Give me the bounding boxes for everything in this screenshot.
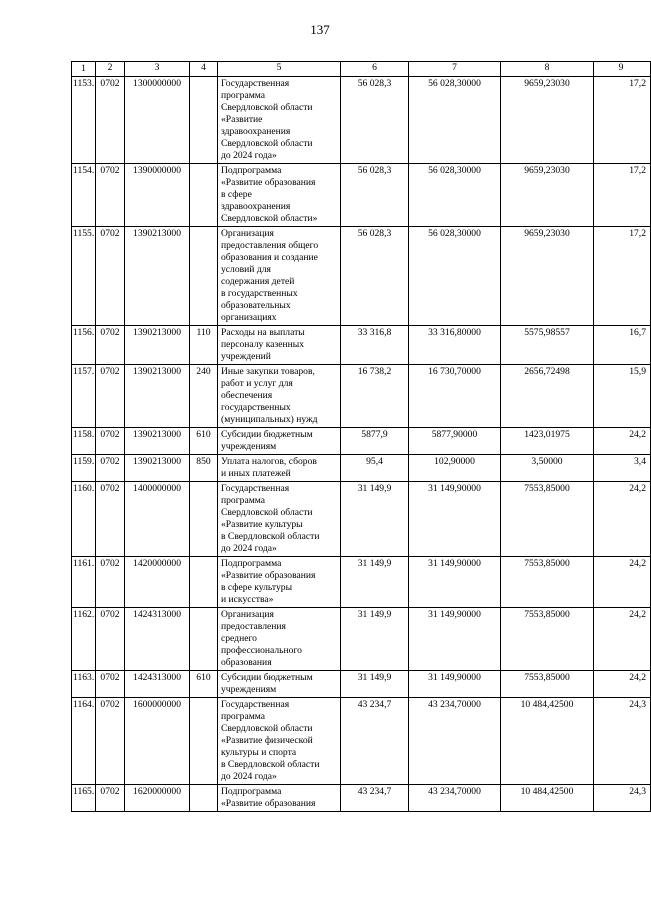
table-row xyxy=(72,365,651,428)
item-name-line: в Свердловской области xyxy=(221,759,320,770)
section-code-cell: 0702 xyxy=(96,77,125,164)
percent-cell: 24,2 xyxy=(594,428,651,455)
item-name-line: «Развитие xyxy=(221,114,263,125)
column-header-7: 7 xyxy=(409,62,501,77)
column-header-5: 5 xyxy=(218,62,341,77)
expense-kind-cell xyxy=(190,608,218,671)
item-name-line: до 2024 года» xyxy=(221,543,277,554)
expense-kind-cell xyxy=(190,77,218,164)
percent-cell: 3,4 xyxy=(594,455,651,482)
column-header-6: 6 xyxy=(341,62,409,77)
item-name-cell xyxy=(218,671,341,698)
item-name-line: учреждениям xyxy=(221,684,277,695)
expense-kind-cell: 610 xyxy=(190,671,218,698)
item-name-line: Свердловской области xyxy=(221,138,313,149)
target-article-cell: 1390213000 xyxy=(125,365,190,428)
approved-amount-cell: 56 028,3 xyxy=(341,164,409,227)
item-name-line: здравоохранения xyxy=(221,201,291,212)
item-name-line: работ и услуг для xyxy=(221,378,293,389)
table-row xyxy=(72,455,651,482)
header-row xyxy=(72,62,651,77)
executed-amount-cell: 1423,01975 xyxy=(501,428,594,455)
column-header-4: 4 xyxy=(190,62,218,77)
executed-amount-cell: 7553,85000 xyxy=(501,557,594,608)
table-row xyxy=(72,608,651,671)
percent-cell: 17,2 xyxy=(594,227,651,326)
expense-kind-cell: 110 xyxy=(190,326,218,365)
approved-amount-cell: 31 149,9 xyxy=(341,608,409,671)
approved-amount-cell: 31 149,9 xyxy=(341,482,409,557)
executed-amount-cell: 10 484,42500 xyxy=(501,785,594,812)
expense-kind-cell xyxy=(190,482,218,557)
refined-amount-cell: 56 028,30000 xyxy=(409,227,501,326)
section-code-cell: 0702 xyxy=(96,482,125,557)
table-row xyxy=(72,671,651,698)
item-name-line: культуры и спорта xyxy=(221,747,297,758)
table-row xyxy=(72,698,651,785)
row-number-cell: 1157. xyxy=(72,365,96,428)
item-name-line: Иные закупки товаров, xyxy=(221,366,315,377)
approved-amount-cell: 16 738,2 xyxy=(341,365,409,428)
item-name-line: учреждениям xyxy=(221,441,277,452)
table-row xyxy=(72,77,651,164)
percent-cell: 24,2 xyxy=(594,671,651,698)
item-name-line: Государственная xyxy=(221,699,290,710)
item-name-line: и иных платежей xyxy=(221,468,291,479)
refined-amount-cell: 43 234,70000 xyxy=(409,698,501,785)
executed-amount-cell: 3,50000 xyxy=(501,455,594,482)
target-article-cell: 1390000000 xyxy=(125,164,190,227)
item-name-line: программа xyxy=(221,495,266,506)
target-article-cell: 1400000000 xyxy=(125,482,190,557)
row-number-cell: 1162. xyxy=(72,608,96,671)
item-name-line: в государственных xyxy=(221,288,298,299)
target-article-cell: 1390213000 xyxy=(125,227,190,326)
target-article-cell: 1420000000 xyxy=(125,557,190,608)
row-number-cell: 1156. xyxy=(72,326,96,365)
item-name-line: Свердловской области xyxy=(221,102,313,113)
percent-cell: 17,2 xyxy=(594,77,651,164)
item-name-cell xyxy=(218,455,341,482)
refined-amount-cell: 5877,90000 xyxy=(409,428,501,455)
item-name-line: до 2024 года» xyxy=(221,150,277,161)
expense-kind-cell xyxy=(190,557,218,608)
section-code-cell: 0702 xyxy=(96,785,125,812)
refined-amount-cell: 56 028,30000 xyxy=(409,77,501,164)
percent-cell: 16,7 xyxy=(594,326,651,365)
section-code-cell: 0702 xyxy=(96,608,125,671)
target-article-cell: 1424313000 xyxy=(125,608,190,671)
budget-table xyxy=(71,61,651,812)
row-number-cell: 1153. xyxy=(72,77,96,164)
item-name-line: Организация xyxy=(221,609,274,620)
approved-amount-cell: 95,4 xyxy=(341,455,409,482)
executed-amount-cell: 9659,23030 xyxy=(501,77,594,164)
approved-amount-cell: 43 234,7 xyxy=(341,698,409,785)
item-name-line: программа xyxy=(221,711,266,722)
refined-amount-cell: 102,90000 xyxy=(409,455,501,482)
table-row xyxy=(72,227,651,326)
item-name-line: образования и создание xyxy=(221,252,318,263)
executed-amount-cell: 9659,23030 xyxy=(501,227,594,326)
item-name-line: персоналу казенных xyxy=(221,339,305,350)
table-row xyxy=(72,428,651,455)
item-name-cell xyxy=(218,698,341,785)
item-name-line: предоставления общего xyxy=(221,240,319,251)
item-name-cell xyxy=(218,365,341,428)
table-row xyxy=(72,482,651,557)
item-name-cell xyxy=(218,227,341,326)
approved-amount-cell: 56 028,3 xyxy=(341,227,409,326)
item-name-line: образования xyxy=(221,657,272,668)
item-name-line: содержания детей xyxy=(221,276,295,287)
executed-amount-cell: 10 484,42500 xyxy=(501,698,594,785)
column-header-2: 2 xyxy=(96,62,125,77)
expense-kind-cell: 610 xyxy=(190,428,218,455)
target-article-cell: 1620000000 xyxy=(125,785,190,812)
approved-amount-cell: 31 149,9 xyxy=(341,671,409,698)
percent-cell: 24,2 xyxy=(594,608,651,671)
refined-amount-cell: 56 028,30000 xyxy=(409,164,501,227)
target-article-cell: 1390213000 xyxy=(125,455,190,482)
section-code-cell: 0702 xyxy=(96,428,125,455)
item-name-line: (муниципальных) нужд xyxy=(221,414,318,425)
table-row xyxy=(72,164,651,227)
item-name-line: Уплата налогов, сборов xyxy=(221,456,317,467)
item-name-line: профессионального xyxy=(221,645,302,656)
expense-kind-cell xyxy=(190,227,218,326)
refined-amount-cell: 16 730,70000 xyxy=(409,365,501,428)
item-name-cell xyxy=(218,557,341,608)
item-name-line: Подпрограмма xyxy=(221,786,282,797)
executed-amount-cell: 9659,23030 xyxy=(501,164,594,227)
table-row xyxy=(72,326,651,365)
item-name-line: «Развитие образования xyxy=(221,798,316,809)
percent-cell: 17,2 xyxy=(594,164,651,227)
item-name-line: до 2024 года» xyxy=(221,771,277,782)
item-name-line: государственных xyxy=(221,402,291,413)
item-name-cell xyxy=(218,428,341,455)
section-code-cell: 0702 xyxy=(96,557,125,608)
section-code-cell: 0702 xyxy=(96,671,125,698)
section-code-cell: 0702 xyxy=(96,164,125,227)
percent-cell: 24,2 xyxy=(594,557,651,608)
section-code-cell: 0702 xyxy=(96,326,125,365)
item-name-line: среднего xyxy=(221,633,257,644)
item-name-line: Субсидии бюджетным xyxy=(221,672,313,683)
expense-kind-cell xyxy=(190,785,218,812)
item-name-line: Государственная xyxy=(221,483,290,494)
percent-cell: 24,3 xyxy=(594,785,651,812)
item-name-line: Свердловской области xyxy=(221,507,313,518)
item-name-cell xyxy=(218,608,341,671)
percent-cell: 15,9 xyxy=(594,365,651,428)
expense-kind-cell: 240 xyxy=(190,365,218,428)
item-name-line: Субсидии бюджетным xyxy=(221,429,313,440)
item-name-line: «Развитие образования xyxy=(221,177,316,188)
refined-amount-cell: 43 234,70000 xyxy=(409,785,501,812)
approved-amount-cell: 31 149,9 xyxy=(341,557,409,608)
approved-amount-cell: 5877,9 xyxy=(341,428,409,455)
row-number-cell: 1163. xyxy=(72,671,96,698)
expense-kind-cell: 850 xyxy=(190,455,218,482)
row-number-cell: 1155. xyxy=(72,227,96,326)
item-name-line: предоставления xyxy=(221,621,286,632)
refined-amount-cell: 31 149,90000 xyxy=(409,482,501,557)
approved-amount-cell: 43 234,7 xyxy=(341,785,409,812)
item-name-line: в сфере xyxy=(221,189,252,200)
refined-amount-cell: 33 316,80000 xyxy=(409,326,501,365)
item-name-cell xyxy=(218,164,341,227)
section-code-cell: 0702 xyxy=(96,455,125,482)
item-name-line: организациях xyxy=(221,312,277,323)
item-name-line: Расходы на выплаты xyxy=(221,327,305,338)
target-article-cell: 1390213000 xyxy=(125,428,190,455)
row-number-cell: 1161. xyxy=(72,557,96,608)
row-number-cell: 1154. xyxy=(72,164,96,227)
item-name-line: Свердловской области xyxy=(221,723,313,734)
row-number-cell: 1165. xyxy=(72,785,96,812)
item-name-line: условий для xyxy=(221,264,271,275)
item-name-line: учреждений xyxy=(221,351,271,362)
item-name-line: «Развитие физической xyxy=(221,735,313,746)
item-name-line: и искусства» xyxy=(221,594,274,605)
column-header-9: 9 xyxy=(594,62,651,77)
target-article-cell: 1390213000 xyxy=(125,326,190,365)
item-name-line: «Развитие культуры xyxy=(221,519,303,530)
row-number-cell: 1159. xyxy=(72,455,96,482)
item-name-line: Свердловской области» xyxy=(221,213,318,224)
executed-amount-cell: 7553,85000 xyxy=(501,608,594,671)
item-name-line: образовательных xyxy=(221,300,291,311)
approved-amount-cell: 56 028,3 xyxy=(341,77,409,164)
section-code-cell: 0702 xyxy=(96,365,125,428)
row-number-cell: 1160. xyxy=(72,482,96,557)
item-name-line: программа xyxy=(221,90,266,101)
row-number-cell: 1164. xyxy=(72,698,96,785)
target-article-cell: 1300000000 xyxy=(125,77,190,164)
item-name-line: здравоохранения xyxy=(221,126,291,137)
executed-amount-cell: 5575,98557 xyxy=(501,326,594,365)
refined-amount-cell: 31 149,90000 xyxy=(409,557,501,608)
percent-cell: 24,3 xyxy=(594,698,651,785)
item-name-line: обеспечения xyxy=(221,390,273,401)
percent-cell: 24,2 xyxy=(594,482,651,557)
row-number-cell: 1158. xyxy=(72,428,96,455)
refined-amount-cell: 31 149,90000 xyxy=(409,671,501,698)
table-row xyxy=(72,557,651,608)
section-code-cell: 0702 xyxy=(96,698,125,785)
item-name-cell xyxy=(218,785,341,812)
target-article-cell: 1600000000 xyxy=(125,698,190,785)
item-name-line: в сфере культуры xyxy=(221,582,293,593)
item-name-line: Подпрограмма xyxy=(221,165,282,176)
section-code-cell: 0702 xyxy=(96,227,125,326)
item-name-line: в Свердловской области xyxy=(221,531,320,542)
expense-kind-cell xyxy=(190,164,218,227)
item-name-cell xyxy=(218,326,341,365)
executed-amount-cell: 2656,72498 xyxy=(501,365,594,428)
table-body xyxy=(72,77,651,812)
column-header-3: 3 xyxy=(125,62,190,77)
column-header-8: 8 xyxy=(501,62,594,77)
target-article-cell: 1424313000 xyxy=(125,671,190,698)
item-name-line: Подпрограмма xyxy=(221,558,282,569)
refined-amount-cell: 31 149,90000 xyxy=(409,608,501,671)
item-name-line: Организация xyxy=(221,228,274,239)
item-name-line: Государственная xyxy=(221,78,290,89)
item-name-cell xyxy=(218,482,341,557)
item-name-cell xyxy=(218,77,341,164)
executed-amount-cell: 7553,85000 xyxy=(501,671,594,698)
page-number: 137 xyxy=(310,22,330,37)
table-row xyxy=(72,785,651,812)
expense-kind-cell xyxy=(190,698,218,785)
approved-amount-cell: 33 316,8 xyxy=(341,326,409,365)
executed-amount-cell: 7553,85000 xyxy=(501,482,594,557)
column-header-1: 1 xyxy=(72,62,96,77)
item-name-line: «Развитие образования xyxy=(221,570,316,581)
